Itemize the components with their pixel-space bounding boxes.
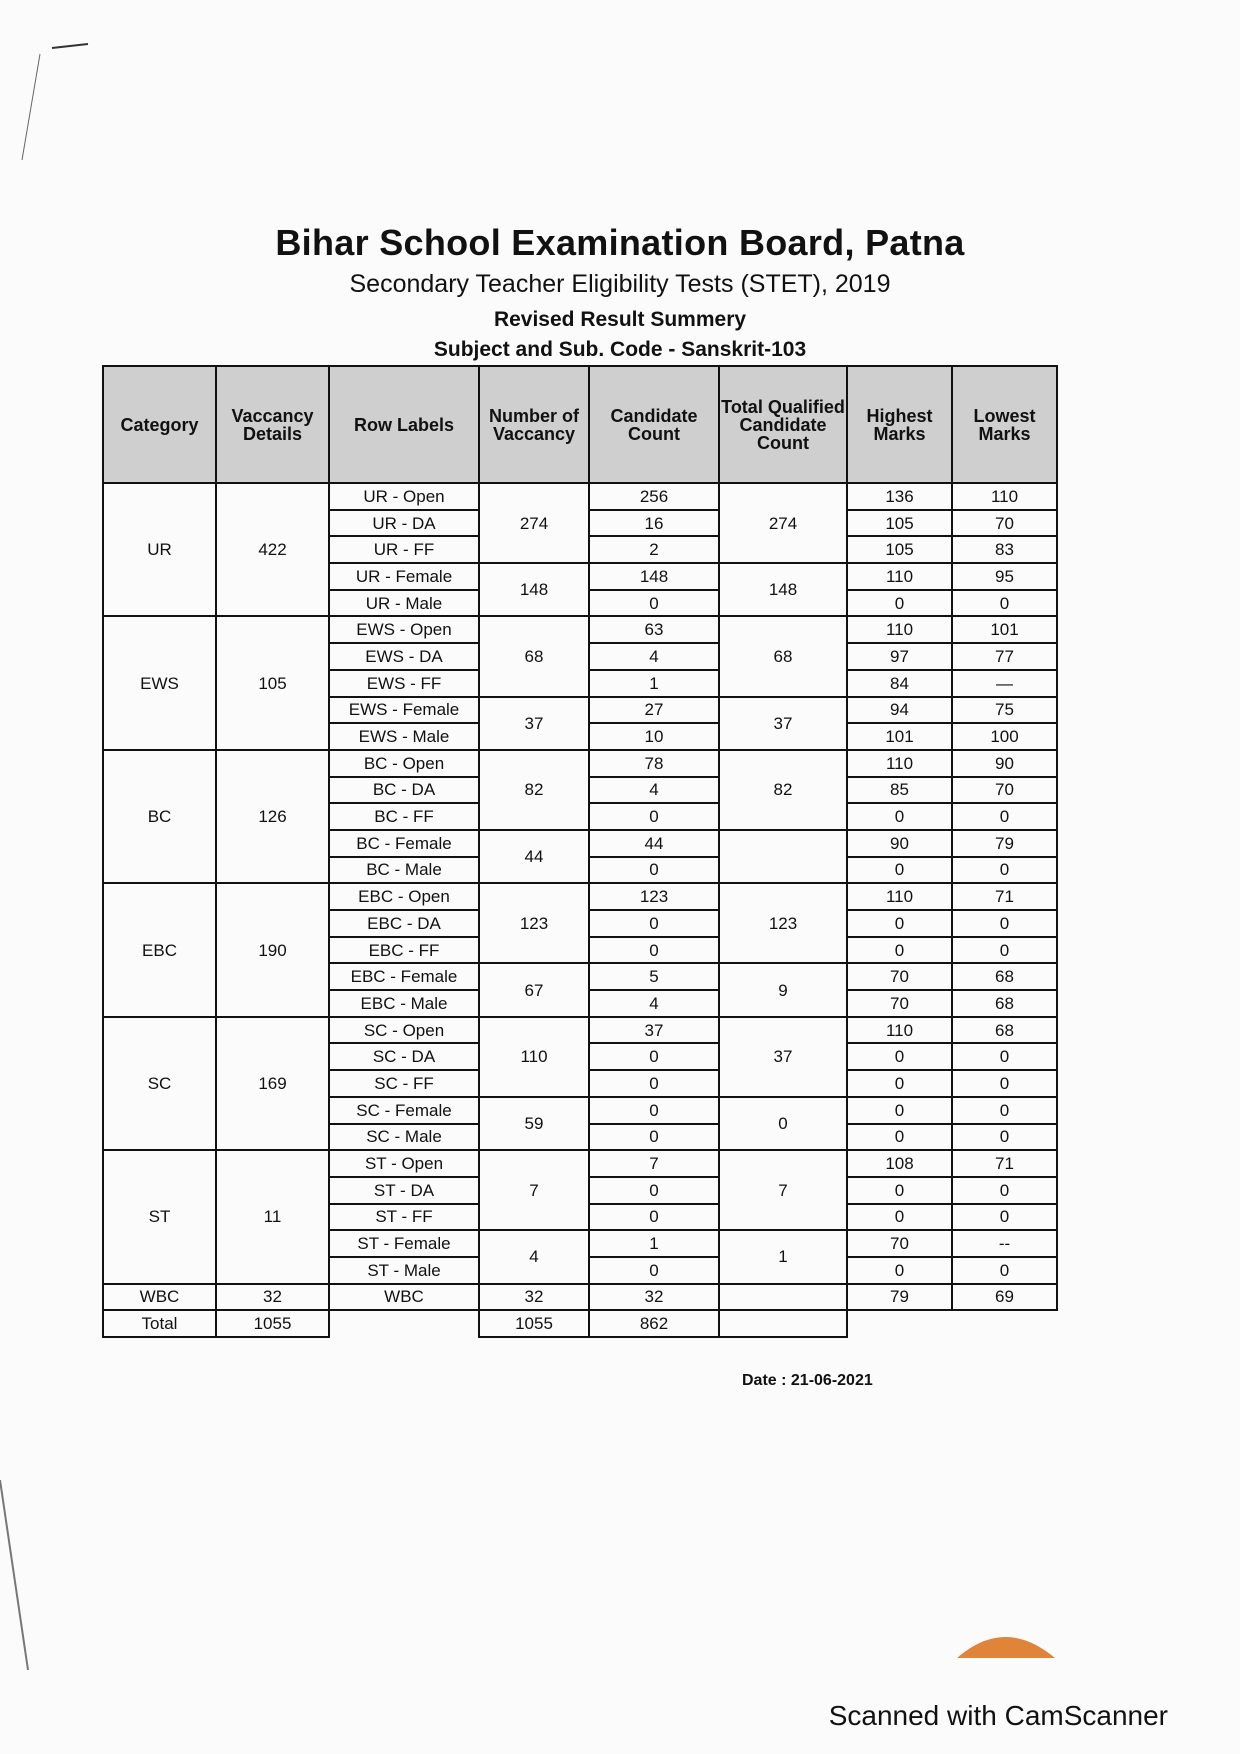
row-label-cell: BC - Female: [329, 830, 479, 857]
table-row: [103, 750, 1057, 777]
qualified-count-cell: 7: [719, 1150, 847, 1230]
candidate-count-cell: 4: [589, 643, 719, 670]
summary-title: Revised Result Summery: [493, 308, 747, 331]
row-label-cell: EBC - FF: [329, 937, 479, 964]
number-of-vacancy-cell: 123: [479, 883, 589, 963]
highest-marks-cell: 85: [847, 777, 952, 804]
number-of-vacancy-cell: 148: [479, 563, 589, 616]
number-of-vacancy-cell: 4: [479, 1230, 589, 1283]
row-label-cell: ST - Male: [329, 1257, 479, 1284]
row-label-cell: SC - Female: [329, 1097, 479, 1124]
lowest-marks-cell: 70: [952, 777, 1057, 804]
category-cell: EWS: [103, 616, 216, 749]
row-label-cell: SC - FF: [329, 1070, 479, 1097]
qualified-count-cell: 1: [719, 1230, 847, 1283]
lowest-marks-cell: —: [952, 670, 1057, 697]
number-of-vacancy-cell: 44: [479, 830, 589, 883]
qualified-count-cell: [719, 1284, 847, 1311]
candidate-count-cell: 32: [589, 1284, 719, 1311]
highest-marks-cell: 110: [847, 616, 952, 643]
stamp-fragment: [955, 1628, 1065, 1658]
candidate-count-cell: 0: [589, 1043, 719, 1070]
highest-marks-cell: 70: [847, 1230, 952, 1257]
candidate-count-cell: 37: [589, 1017, 719, 1044]
candidate-count-cell: 44: [589, 830, 719, 857]
lowest-marks-cell: 0: [952, 1257, 1057, 1284]
candidate-count-cell: 63: [589, 616, 719, 643]
highest-marks-cell: 0: [847, 590, 952, 617]
lowest-marks-cell: 0: [952, 803, 1057, 830]
vacancy-details-cell: 422: [216, 483, 329, 616]
lowest-marks-cell: 71: [952, 1150, 1057, 1177]
row-label-cell: ST - FF: [329, 1204, 479, 1231]
highest-marks-cell: 0: [847, 803, 952, 830]
category-cell: WBC: [103, 1284, 216, 1311]
lowest-marks-cell: 95: [952, 563, 1057, 590]
board-title: Bihar School Examination Board, Patna: [275, 222, 965, 263]
row-label-cell: ST - Open: [329, 1150, 479, 1177]
highest-marks-cell: 105: [847, 510, 952, 537]
row-label-cell: UR - DA: [329, 510, 479, 537]
highest-marks-cell: 0: [847, 937, 952, 964]
highest-marks-cell: 0: [847, 1257, 952, 1284]
lowest-marks-cell: 0: [952, 857, 1057, 884]
row-label-cell: UR - FF: [329, 536, 479, 563]
category-cell: EBC: [103, 883, 216, 1016]
category-cell: UR: [103, 483, 216, 616]
row-label-cell: EBC - Open: [329, 883, 479, 910]
col-category: Category: [103, 366, 216, 483]
row-label-cell: EBC - DA: [329, 910, 479, 937]
row-label-cell: SC - DA: [329, 1043, 479, 1070]
row-label-cell: BC - FF: [329, 803, 479, 830]
vacancy-details-cell: 190: [216, 883, 329, 1016]
candidate-count-cell: 10: [589, 723, 719, 750]
wbc-row: [103, 1284, 1057, 1311]
candidate-count-cell: 0: [589, 803, 719, 830]
total-number-of-vacancy-cell: 1055: [479, 1310, 589, 1337]
vacancy-details-cell: 11: [216, 1150, 329, 1283]
lowest-marks-cell: 0: [952, 1043, 1057, 1070]
empty-cell: [847, 1310, 952, 1337]
col-row-labels: Row Labels: [329, 366, 479, 483]
qualified-count-cell: 123: [719, 883, 847, 963]
result-summary-table: [102, 365, 1058, 1338]
highest-marks-cell: 94: [847, 697, 952, 724]
lowest-marks-cell: 68: [952, 963, 1057, 990]
table-header-row: [103, 366, 1057, 483]
lowest-marks-cell: 0: [952, 590, 1057, 617]
table-row: [103, 1017, 1057, 1044]
lowest-marks-cell: 77: [952, 643, 1057, 670]
number-of-vacancy-cell: 59: [479, 1097, 589, 1150]
qualified-count-cell: 68: [719, 616, 847, 696]
candidate-count-cell: 0: [589, 1070, 719, 1097]
qualified-count-cell: [719, 830, 847, 883]
row-label-cell: WBC: [329, 1284, 479, 1311]
highest-marks-cell: 70: [847, 990, 952, 1017]
candidate-count-cell: 16: [589, 510, 719, 537]
table-body: [103, 483, 1057, 1337]
row-label-cell: EBC - Female: [329, 963, 479, 990]
row-label-cell: UR - Male: [329, 590, 479, 617]
candidate-count-cell: 4: [589, 990, 719, 1017]
row-label-cell: EWS - DA: [329, 643, 479, 670]
lowest-marks-cell: 0: [952, 1097, 1057, 1124]
candidate-count-cell: 0: [589, 937, 719, 964]
candidate-count-cell: 0: [589, 590, 719, 617]
total-label-cell: Total: [103, 1310, 216, 1337]
col-lowest-marks: Lowest Marks: [952, 366, 1057, 483]
candidate-count-cell: 148: [589, 563, 719, 590]
row-label-cell: EWS - FF: [329, 670, 479, 697]
lowest-marks-cell: 0: [952, 1177, 1057, 1204]
lowest-marks-cell: 75: [952, 697, 1057, 724]
lowest-marks-cell: 100: [952, 723, 1057, 750]
category-cell: BC: [103, 750, 216, 883]
row-label-cell: BC - Open: [329, 750, 479, 777]
empty-cell: [719, 1310, 847, 1337]
candidate-count-cell: 27: [589, 697, 719, 724]
highest-marks-cell: 0: [847, 1177, 952, 1204]
candidate-count-cell: 123: [589, 883, 719, 910]
highest-marks-cell: 0: [847, 1070, 952, 1097]
highest-marks-cell: 0: [847, 1097, 952, 1124]
exam-title: Secondary Teacher Eligibility Tests (STET), 2019: [349, 270, 891, 298]
lowest-marks-cell: 68: [952, 990, 1057, 1017]
highest-marks-cell: 97: [847, 643, 952, 670]
number-of-vacancy-cell: 37: [479, 697, 589, 750]
qualified-count-cell: 0: [719, 1097, 847, 1150]
lowest-marks-cell: 0: [952, 937, 1057, 964]
lowest-marks-cell: 101: [952, 616, 1057, 643]
qualified-count-cell: 37: [719, 1017, 847, 1097]
candidate-count-cell: 2: [589, 536, 719, 563]
number-of-vacancy-cell: 32: [479, 1284, 589, 1311]
lowest-marks-cell: 90: [952, 750, 1057, 777]
highest-marks-cell: 79: [847, 1284, 952, 1311]
lowest-marks-cell: 69: [952, 1284, 1057, 1311]
qualified-count-cell: 274: [719, 483, 847, 563]
candidate-count-cell: 0: [589, 857, 719, 884]
candidate-count-cell: 1: [589, 1230, 719, 1257]
col-highest-marks: Highest Marks: [847, 366, 952, 483]
lowest-marks-cell: 0: [952, 1070, 1057, 1097]
number-of-vacancy-cell: 7: [479, 1150, 589, 1230]
lowest-marks-cell: 0: [952, 1204, 1057, 1231]
candidate-count-cell: 0: [589, 1257, 719, 1284]
lowest-marks-cell: 79: [952, 830, 1057, 857]
row-label-cell: BC - DA: [329, 777, 479, 804]
highest-marks-cell: 70: [847, 963, 952, 990]
col-candidate-count: Candidate Count: [589, 366, 719, 483]
category-cell: SC: [103, 1017, 216, 1150]
vacancy-details-cell: 105: [216, 616, 329, 749]
scan-edge-mark: [0, 40, 90, 240]
candidate-count-cell: 0: [589, 1124, 719, 1151]
total-candidate-count-cell: 862: [589, 1310, 719, 1337]
vacancy-details-cell: 126: [216, 750, 329, 883]
candidate-count-cell: 0: [589, 910, 719, 937]
highest-marks-cell: 136: [847, 483, 952, 510]
highest-marks-cell: 110: [847, 563, 952, 590]
lowest-marks-cell: --: [952, 1230, 1057, 1257]
highest-marks-cell: 101: [847, 723, 952, 750]
row-label-cell: EWS - Open: [329, 616, 479, 643]
document-date: Date : 21-06-2021: [742, 1372, 873, 1389]
highest-marks-cell: 110: [847, 750, 952, 777]
number-of-vacancy-cell: 274: [479, 483, 589, 563]
candidate-count-cell: 5: [589, 963, 719, 990]
candidate-count-cell: 0: [589, 1204, 719, 1231]
lowest-marks-cell: 83: [952, 536, 1057, 563]
empty-cell: [952, 1310, 1057, 1337]
row-label-cell: ST - Female: [329, 1230, 479, 1257]
number-of-vacancy-cell: 67: [479, 963, 589, 1016]
row-label-cell: ST - DA: [329, 1177, 479, 1204]
camscanner-watermark: Scanned with CamScanner: [828, 1700, 1168, 1731]
highest-marks-cell: 0: [847, 857, 952, 884]
lowest-marks-cell: 70: [952, 510, 1057, 537]
table-row: [103, 483, 1057, 510]
subject-title: Subject and Sub. Code - Sanskrit-103: [433, 338, 807, 361]
table-row: [103, 883, 1057, 910]
lowest-marks-cell: 71: [952, 883, 1057, 910]
number-of-vacancy-cell: 68: [479, 616, 589, 696]
candidate-count-cell: 4: [589, 777, 719, 804]
qualified-count-cell: 148: [719, 563, 847, 616]
row-label-cell: SC - Male: [329, 1124, 479, 1151]
scan-edge-shadow: [0, 1480, 40, 1680]
candidate-count-cell: 0: [589, 1177, 719, 1204]
table-row: [103, 1150, 1057, 1177]
highest-marks-cell: 90: [847, 830, 952, 857]
row-label-cell: EWS - Female: [329, 697, 479, 724]
highest-marks-cell: 105: [847, 536, 952, 563]
empty-cell: [329, 1310, 479, 1337]
number-of-vacancy-cell: 110: [479, 1017, 589, 1097]
row-label-cell: BC - Male: [329, 857, 479, 884]
highest-marks-cell: 84: [847, 670, 952, 697]
row-label-cell: UR - Open: [329, 483, 479, 510]
highest-marks-cell: 0: [847, 1204, 952, 1231]
table-row: [103, 616, 1057, 643]
qualified-count-cell: 37: [719, 697, 847, 750]
vacancy-details-cell: 169: [216, 1017, 329, 1150]
vacancy-details-cell: 32: [216, 1284, 329, 1311]
highest-marks-cell: 0: [847, 1043, 952, 1070]
highest-marks-cell: 110: [847, 883, 952, 910]
row-label-cell: UR - Female: [329, 563, 479, 590]
lowest-marks-cell: 110: [952, 483, 1057, 510]
lowest-marks-cell: 0: [952, 910, 1057, 937]
candidate-count-cell: 256: [589, 483, 719, 510]
candidate-count-cell: 7: [589, 1150, 719, 1177]
highest-marks-cell: 108: [847, 1150, 952, 1177]
candidate-count-cell: 78: [589, 750, 719, 777]
category-cell: ST: [103, 1150, 216, 1283]
lowest-marks-cell: 0: [952, 1124, 1057, 1151]
total-row: [103, 1310, 1057, 1337]
col-number-of-vacancy: Number of Vaccancy: [479, 366, 589, 483]
col-total-qualified: Total Qualified Candidate Count: [719, 366, 847, 483]
row-label-cell: EWS - Male: [329, 723, 479, 750]
highest-marks-cell: 0: [847, 1124, 952, 1151]
qualified-count-cell: 9: [719, 963, 847, 1016]
highest-marks-cell: 110: [847, 1017, 952, 1044]
total-vacancy-cell: 1055: [216, 1310, 329, 1337]
lowest-marks-cell: 68: [952, 1017, 1057, 1044]
candidate-count-cell: 1: [589, 670, 719, 697]
highest-marks-cell: 0: [847, 910, 952, 937]
row-label-cell: EBC - Male: [329, 990, 479, 1017]
row-label-cell: SC - Open: [329, 1017, 479, 1044]
qualified-count-cell: 82: [719, 750, 847, 830]
col-vacancy-details: Vaccancy Details: [216, 366, 329, 483]
candidate-count-cell: 0: [589, 1097, 719, 1124]
number-of-vacancy-cell: 82: [479, 750, 589, 830]
